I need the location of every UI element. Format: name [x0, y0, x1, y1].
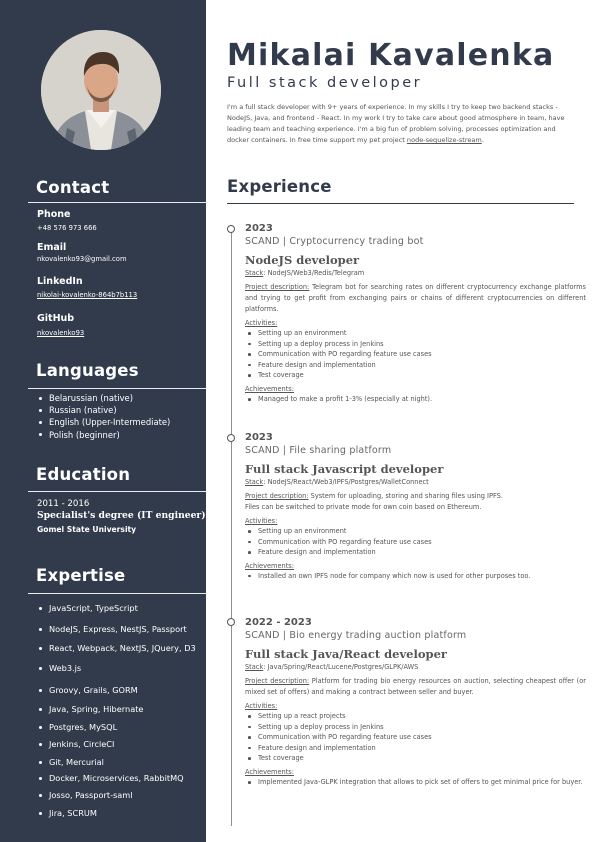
job-title: Full stack developer — [227, 75, 423, 91]
job-description — [245, 676, 586, 698]
timeline-dot — [227, 434, 235, 442]
job-stack: Stack: Java/Spring/React/Lucene/Postgres/GLPK/AWS — [245, 663, 419, 671]
achievements-label: Achievements: — [245, 384, 294, 393]
pet-project-link[interactable]: node-sequelize-stream — [406, 136, 482, 144]
expertise-item: Josso, Passport-saml — [37, 790, 133, 801]
job-years: 2022 - 2023 — [245, 617, 312, 628]
activities-list — [245, 328, 586, 381]
email-label: Email — [37, 242, 67, 253]
summary-end: . — [481, 136, 484, 144]
language-item: English (Upper-Intermediate) — [37, 416, 170, 428]
job-entry — [245, 431, 586, 581]
job-company: SCAND | Cryptocurrency trading bot — [245, 236, 424, 247]
language-item: Russian (native) — [37, 404, 170, 416]
expertise-heading: Expertise — [36, 566, 126, 585]
activity-item: Setting up a react projects — [258, 711, 586, 722]
desc-value-2: Files can be switched to private mode for own coin based on Ethereum. — [245, 503, 482, 511]
achievements-list — [245, 777, 586, 788]
expertise-item: Jira, SCRUM — [37, 808, 97, 819]
achievements-list — [245, 571, 586, 582]
achievement-item: Implemented Java-GLPK integration that allows to pick set of offers to get minimal price for buyer. — [258, 777, 586, 788]
job-years: 2023 — [245, 223, 273, 234]
languages-list — [37, 392, 170, 441]
expertise-divider — [28, 593, 206, 594]
github-label: GitHub — [37, 313, 75, 324]
desc-label: Project description: — [245, 283, 310, 291]
contact-divider — [28, 202, 206, 203]
job-role: Full stack Java/React developer — [245, 647, 447, 661]
stack-label: Stack — [245, 478, 264, 486]
job-description — [245, 282, 586, 315]
phone-label: Phone — [37, 209, 71, 220]
job-description — [245, 491, 586, 513]
achievement-item: Installed an own IPFS node for company which now is used for other purposes too. — [258, 571, 586, 582]
contact-heading: Contact — [36, 178, 110, 197]
activity-item: Communication with PO regarding feature use cases — [258, 537, 586, 548]
sidebar — [0, 0, 206, 842]
email-value[interactable]: nkovalenko93@gmail.com — [37, 255, 127, 263]
activity-item: Feature design and implementation — [258, 360, 586, 371]
activity-item: Feature design and implementation — [258, 743, 586, 754]
expertise-item: Docker, Microservices, RabbitMQ — [37, 773, 184, 784]
education-school: Gomel State University — [37, 525, 137, 534]
education-degree: Specialist's degree (IT engineer) — [37, 510, 206, 521]
summary-text: I'm a full stack developer with 9+ years of experience. In my skills I try to keep two backend stacks - NodeJS, Java, and frontend - React. In my work I try to take care about good atmosphere in team, have leading team and teaching experience. I'm a big fun of problem solving, processes optimization and docker containers. In free time support my pet project — [227, 103, 565, 144]
education-years: 2011 - 2016 — [37, 499, 90, 509]
job-stack: Stack: NodeJS/React/Web3/IPFS/Postgres/WalletConnect — [245, 478, 429, 486]
expertise-item: React, Webpack, NextJS, JQuery, D3 — [37, 643, 196, 654]
github-link[interactable]: nkovalenko93 — [37, 329, 85, 337]
languages-heading: Languages — [36, 361, 139, 380]
education-heading: Education — [36, 465, 131, 484]
experience-divider — [227, 203, 574, 204]
experience-heading: Experience — [227, 177, 332, 196]
languages-divider — [28, 388, 206, 389]
activity-item: Feature design and implementation — [258, 547, 586, 558]
activity-item: Test coverage — [258, 370, 586, 381]
person-name: Mikalai Kavalenka — [227, 38, 555, 73]
activity-item: Communication with PO regarding feature use cases — [258, 732, 586, 743]
expertise-item: JavaScript, TypeScript — [37, 603, 138, 614]
expertise-item: Jenkins, CircleCI — [37, 739, 114, 750]
expertise-item: Postgres, MySQL — [37, 722, 117, 733]
avatar — [41, 30, 161, 150]
job-company: SCAND | File sharing platform — [245, 445, 392, 456]
expertise-item: Groovy, Grails, GORM — [37, 685, 138, 696]
desc-label: Project description: — [245, 492, 309, 500]
stack-value: Java/Spring/React/Lucene/Postgres/GLPK/AWS — [267, 663, 419, 671]
job-entry — [245, 616, 586, 788]
job-company: SCAND | Bio energy trading auction platform — [245, 630, 467, 641]
achievement-item: Managed to make a profit 1-3% (especially at night). — [258, 394, 586, 405]
achievements-label: Achievements: — [245, 767, 294, 776]
job-stack: Stack: NodeJS/Web3/Redis/Telegram — [245, 269, 365, 277]
job-role: Full stack Javascript developer — [245, 462, 444, 476]
job-years: 2023 — [245, 432, 273, 443]
expertise-item: Java, Spring, Hibernate — [37, 704, 143, 715]
activities-label: Activities: — [245, 319, 278, 327]
activity-item: Setting up a deploy process in Jenkins — [258, 339, 586, 350]
activities-list — [245, 711, 586, 764]
timeline-dot — [227, 618, 235, 626]
activity-item: Setting up a deploy process in Jenkins — [258, 722, 586, 733]
activity-item: Communication with PO regarding feature use cases — [258, 349, 586, 360]
stack-value: NodeJS/Web3/Redis/Telegram — [267, 269, 365, 277]
job-role: NodeJS developer — [245, 253, 360, 267]
desc-label: Project description: — [245, 677, 310, 685]
activity-item: Test coverage — [258, 753, 586, 764]
activity-item: Setting up an environment — [258, 328, 586, 339]
stack-label: Stack — [245, 663, 264, 671]
activities-label: Activities: — [245, 517, 278, 525]
activities-list — [245, 526, 586, 558]
avatar-illustration — [41, 30, 161, 150]
stack-label: Stack — [245, 269, 264, 277]
linkedin-link[interactable]: nikolai-kovalenko-864b7b113 — [37, 291, 138, 299]
achievements-list — [245, 394, 586, 405]
timeline-line — [231, 230, 232, 826]
linkedin-label: LinkedIn — [37, 276, 83, 287]
expertise-item: Web3.js — [37, 663, 81, 674]
expertise-item: Git, Mercurial — [37, 757, 104, 768]
stack-value: NodeJS/React/Web3/IPFS/Postgres/WalletConnect — [267, 478, 429, 486]
summary — [227, 102, 577, 146]
timeline-dot — [227, 225, 235, 233]
activity-item: Setting up an environment — [258, 526, 586, 537]
achievements-label: Achievements: — [245, 561, 294, 570]
desc-value: Telegram bot for searching rates on different cryptocurrency exchange platforms and trying to get profit from exchanging pairs or chains of different cryptocurrencies on different platforms. — [245, 283, 586, 313]
desc-value: System for uploading, storing and sharing files using IPFS. — [310, 492, 503, 500]
job-entry — [245, 222, 586, 405]
activities-label: Activities: — [245, 702, 278, 710]
phone-value: +48 576 973 666 — [37, 224, 97, 232]
expertise-item: NodeJS, Express, NestJS, Passport — [37, 624, 187, 635]
education-divider — [28, 491, 206, 492]
language-item: Polish (beginner) — [37, 429, 170, 441]
desc-value: Platform for trading bio energy resources on auction, selecting cheapest offer (or mixed set of offers) and making a contract between seller and buyer. — [245, 677, 586, 696]
language-item: Belarussian (native) — [37, 392, 170, 404]
